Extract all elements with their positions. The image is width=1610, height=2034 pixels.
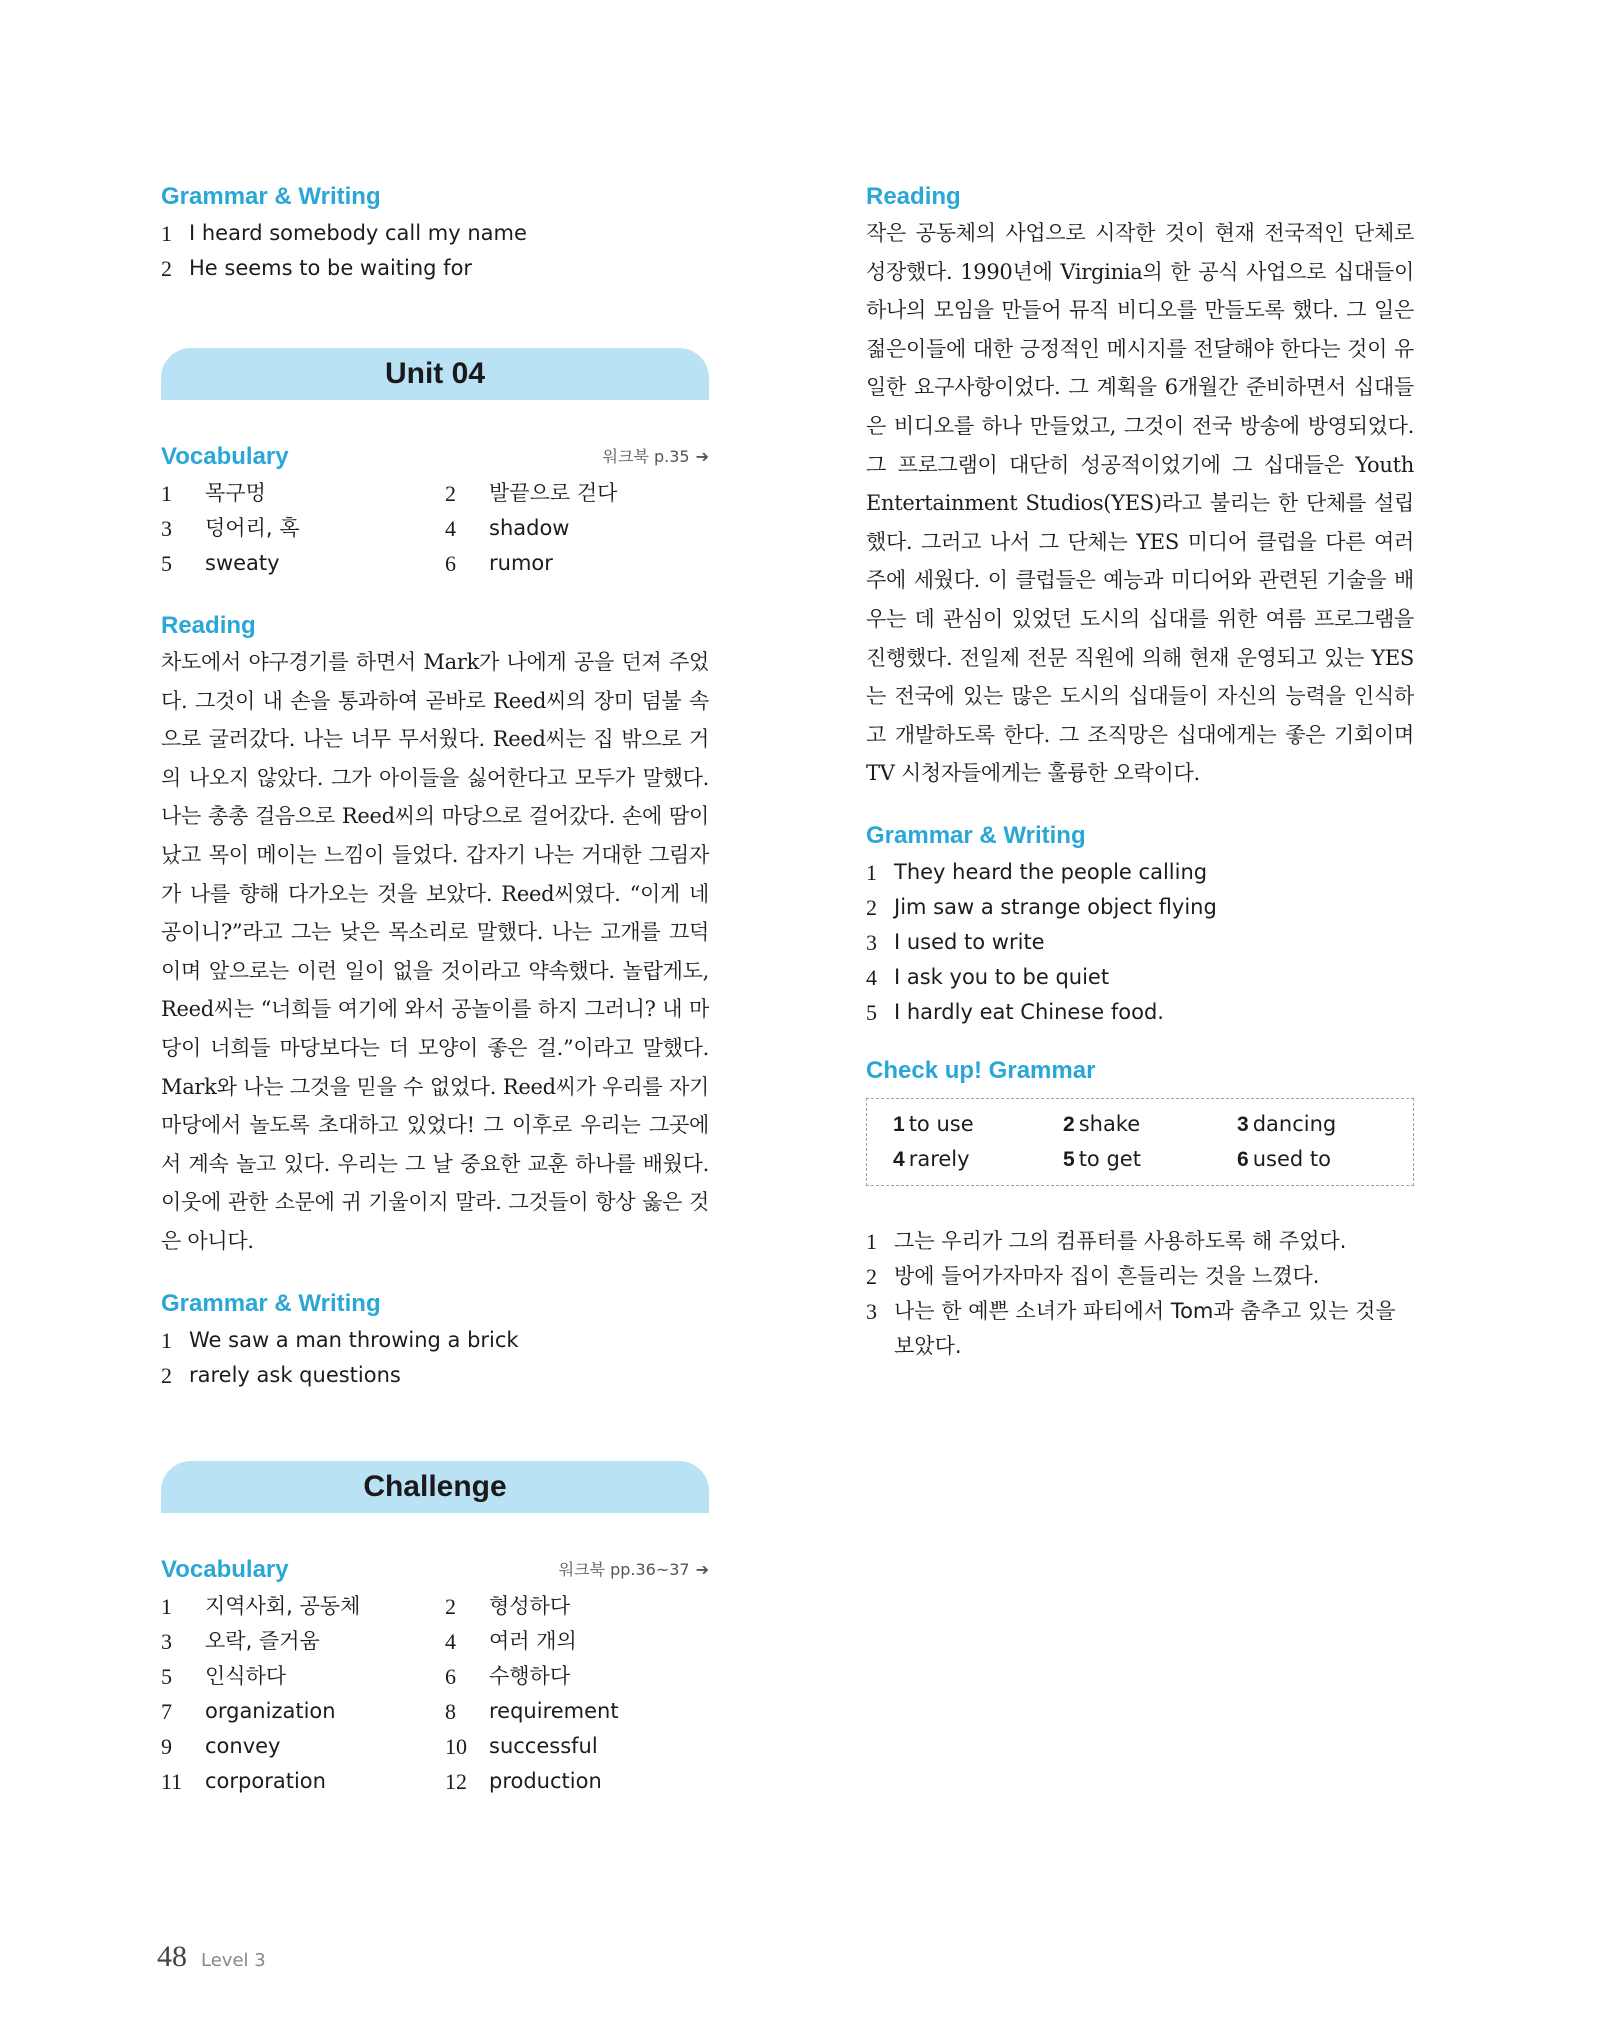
arrow-right-icon: ➔ [695,447,709,466]
vocab-item: 1 지역사회, 공동체 [161,1593,361,1619]
vocab-item: 7 organization [161,1698,336,1724]
workbook-ref-text: 워크북 p.35 [602,447,690,466]
page-number: 48 [157,1940,187,1973]
list-item: 2 rarely ask questions [161,1362,401,1388]
vocab-item: 12 production [445,1768,602,1794]
vocabulary-grid [161,1589,709,1799]
vocab-item: 10 successful [445,1733,598,1759]
grammar-writing-heading: Grammar & Writing [161,1289,381,1317]
page-footer [157,1940,266,1974]
vocabulary-title: Vocabulary [161,1555,289,1583]
grammar-writing-list [161,216,709,286]
arrow-right-icon: ➔ [695,1559,709,1579]
workbook-reference [559,1553,709,1587]
vocab-item: 1 목구멍 [161,481,266,506]
left-column [161,180,709,1799]
grammar-writing-list [161,1323,709,1393]
reading-heading: Reading [866,183,961,210]
vocab-item: 11 corporation [161,1768,326,1794]
list-item: 1 I heard somebody call my name [161,221,527,246]
reading-passage: 차도에서 야구경기를 하면서 Mark가 나에게 공을 던져 주었다. 그것이 내 손을 통과하여 곧바로 Reed씨의 장미 덤불 속으로 굴러갔다. 나는 너무 무서웠다. Reed씨는 집 밖으로 거의 나오지 않았다. 그가 아이들을 싫어한다고 모두가 말했다. 나는 총총 걸음으로 Reed씨의 마당으로 걸어갔다. 손에 땀이 났고 목이 메이는 느낌이 들었다. 갑자기 나는 거대한 그림자가 나를 향해 다가오는 것을 보았다. Reed씨였다. “이게 네 공이니?”라고 그는 낮은 목소리로 말했다. 나는 고개를 끄덕이며 앞으로는 이런 일이 없을 것이라고 약속했다. 놀랍게도, Reed씨는 “너희들 여기에 와서 공놀이를 하지 그러니? 내 마당이 너희들 마당보다는 더 모양이 좋은 걸.”이라고 말했다. Mark와 나는 그것을 믿을 수 없었다. Reed씨가 우리를 자기 마당에서 놀도록 초대하고 있었다! 그 이후로 우리는 그곳에서 계속 놀고 있다. 우리는 그 날 중요한 교훈 하나를 배웠다. 이웃에 관한 소문에 귀 기울이지 말라. 그것들이 항상 옳은 것은 아니다. [161,650,709,1253]
answer-box [866,1098,1414,1186]
vocab-item: 5 인식하다 [161,1663,287,1689]
vocab-item: 5 sweaty [161,551,280,576]
vocabulary-heading [161,440,709,474]
list-item: 5 I hardly eat Chinese food. [866,999,1164,1025]
grammar-writing-heading: Grammar & Writing [866,821,1086,849]
list-item: 3 I used to write [866,929,1045,955]
answer-item: 1 to use [893,1111,974,1136]
vocab-item: 2 형성하다 [445,1593,571,1619]
workbook-reference [603,440,709,474]
level-label: Level 3 [201,1950,266,1971]
list-item: 3 나는 한 예쁜 소녀가 파티에서 Tom과 춤추고 있는 것을 보았다. [866,1298,1396,1358]
answer-item: 2 shake [1063,1111,1141,1136]
list-item: 2 He seems to be waiting for [161,256,473,281]
vocab-item: 9 convey [161,1733,281,1759]
grammar-writing-list [866,855,1414,1030]
checkup-grammar-heading: Check up! Grammar [866,1056,1096,1084]
vocabulary-grid [161,476,709,581]
list-item: 1 그는 우리가 그의 컴퓨터를 사용하도록 해 주었다. [866,1228,1347,1254]
answer-item: 5 to get [1063,1146,1141,1171]
vocab-item: 6 rumor [445,551,553,576]
answer-item: 3 dancing [1237,1111,1337,1136]
vocab-item: 8 requirement [445,1698,619,1724]
list-item: 1 They heard the people calling [866,859,1208,885]
reading-passage: 작은 공동체의 사업으로 시작한 것이 현재 전국적인 단체로 성장했다. 1990년에 Virginia의 한 공식 사업으로 십대들이 하나의 모임을 만들어 뮤직 비디오를 만들도록 했다. 그 일은 젊은이들에 대한 긍정적인 메시지를 전달해야 한다는 것이 유일한 요구사항이었다. 그 계획을 6개월간 준비하면서 십대들은 비디오를 하나 만들었고, 그것이 전국 방송에 방영되었다. 그 프로그램이 대단히 성공적이었기에 그 십대들은 Youth Entertainment Studios(YES)라고 불리는 한 단체를 설립했다. 그러고 나서 그 단체는 YES 미디어 클럽을 다른 여러 주에 세웠다. 이 클럽들은 예능과 미디어와 관련된 기술을 배우는 데 관심이 있었던 도시의 십대를 위한 여름 프로그램을 진행했다. 전일제 전문 직원에 의해 현재 운영되고 있는 YES는 전국에 있는 많은 도시의 십대들이 자신의 능력을 인식하고 개발하도록 한다. 그 조직망은 십대에게는 좋은 기회이며 TV 시청자들에게는 훌륭한 오락이다. [866,221,1414,786]
unit-banner: Unit 04 [161,348,709,400]
vocabulary-heading [161,1553,709,1587]
answer-item: 4 rarely [893,1146,970,1171]
challenge-banner: Challenge [161,1461,709,1513]
vocab-item: 3 오락, 즐거움 [161,1628,320,1654]
vocab-item: 2 발끝으로 걷다 [445,481,618,506]
vocabulary-title: Vocabulary [161,443,289,470]
workbook-ref-text: 워크북 pp.36~37 [558,1559,690,1579]
vocab-item: 4 여러 개의 [445,1628,577,1654]
translation-list [866,1224,1414,1364]
reading-heading: Reading [161,612,256,639]
list-item: 4 I ask you to be quiet [866,964,1110,990]
list-item: 2 방에 들어가자마자 집이 흔들리는 것을 느꼈다. [866,1263,1320,1289]
grammar-writing-heading: Grammar & Writing [161,183,381,210]
list-item: 1 We saw a man throwing a brick [161,1327,519,1353]
right-column [866,180,1414,1364]
vocab-item: 6 수행하다 [445,1663,571,1689]
vocab-item: 3 덩어리, 혹 [161,516,300,541]
list-item: 2 Jim saw a strange object flying [866,894,1217,920]
vocab-item: 4 shadow [445,516,570,541]
answer-item: 6 used to [1237,1146,1331,1171]
